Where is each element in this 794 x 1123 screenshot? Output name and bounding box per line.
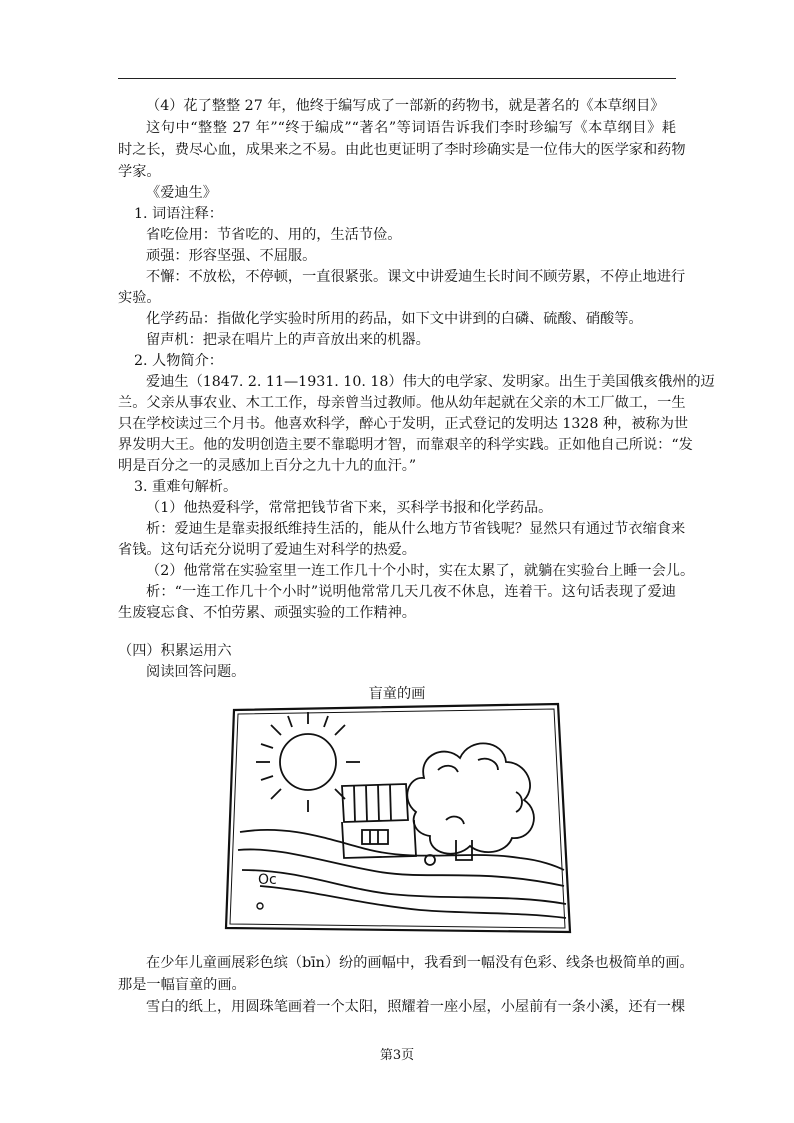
text-line: 化学药品：指做化学实验时所用的药品，如下文中讲到的白磷、硫酸、硝酸等。 xyxy=(146,311,643,327)
pebble xyxy=(257,903,263,909)
text-line: 界发明大王。他的发明创造主要不靠聪明才智，而靠艰辛的科学实践。正如他自己所说：“发 xyxy=(118,437,693,453)
text-line: 时之长，费尽心血，成果来之不易。由此也更证明了李时珍确实是一位伟大的医学家和药物 xyxy=(118,142,686,158)
section-heading: （四）积累运用六 xyxy=(118,643,232,659)
text-line: 学家。 xyxy=(118,164,161,180)
text-line: 那是一幅盲童的画。 xyxy=(118,977,246,993)
tree xyxy=(407,743,534,865)
page-number: 第3页 xyxy=(379,1048,415,1063)
text-line: 爱迪生（1847. 2. 11—1931. 10. 18）伟大的电学家、发明家。出生于美国俄亥俄州的迈 xyxy=(146,374,715,390)
list-heading: 1. 词语注释： xyxy=(134,206,223,222)
sun xyxy=(256,712,360,812)
text-line: 只在学校读过三个月书。他喜欢科学，醉心于发明，正式登记的发明达 1328 种，被称为世 xyxy=(118,416,689,432)
text-line: （4）花了整整 27 年，他终于编写成了一部新的药物书，就是著名的《本草纲目》 xyxy=(146,98,665,114)
article-title: 盲童的画 xyxy=(368,686,426,702)
house xyxy=(342,784,416,858)
text-line: 这句中“整整 27 年”“终于编成”“著名”等词语告诉我们李时珍编写《本草纲目》耗 xyxy=(146,120,676,136)
text-line: 雪白的纸上，用圆珠笔画着一个太阳，照耀着一座小屋，小屋前有一条小溪，还有一棵 xyxy=(146,999,686,1015)
text-line: 在少年儿童画展彩色缤（bīn）纷的画幅中，我看到一幅没有色彩、线条也极简单的画。 xyxy=(146,955,694,971)
text-line: 不懈：不放松，不停顿，一直很紧张。课文中讲爱迪生长时间不顾劳累，不停止地进行 xyxy=(146,269,686,285)
text-line: 析：爱迪生是靠卖报纸维持生活的，能从什么地方节省钱呢？显然只有通过节衣缩食来 xyxy=(146,521,686,537)
paper-frame xyxy=(226,704,570,932)
stream xyxy=(238,830,566,918)
text-line: 顽强：形容坚强、不屈服。 xyxy=(146,248,317,264)
text-line: 省钱。这句话充分说明了爱迪生对科学的热爱。 xyxy=(118,542,416,558)
text-line: （1）他热爱科学，常常把钱节省下来，买科学书报和化学药品。 xyxy=(146,500,553,516)
section-title: 《爱迪生》 xyxy=(146,185,217,201)
header-rule xyxy=(118,78,676,79)
list-heading: 3. 重难句解析。 xyxy=(134,479,238,495)
blind-child-drawing xyxy=(220,700,580,940)
text-line: 实验。 xyxy=(118,290,161,306)
text-line: 析：“一连工作几十个小时”说明他常常几天几夜不休息，连着干。这句话表现了爱迪 xyxy=(146,584,676,600)
text-line: 留声机：把录在唱片上的声音放出来的机器。 xyxy=(146,332,430,348)
drawing-caption: Oc xyxy=(258,872,277,888)
text-line: 兰。父亲从事农业、木工工作，母亲曾当过教师。他从幼年起就在父亲的木工厂做工，一生 xyxy=(118,395,686,411)
list-heading: 2. 人物简介： xyxy=(134,353,223,369)
text-line: 省吃俭用：节省吃的、用的，生活节俭。 xyxy=(146,227,402,243)
text-line: 生废寝忘食、不怕劳累、顽强实验的工作精神。 xyxy=(118,605,416,621)
text-line: 阅读回答问题。 xyxy=(146,664,246,680)
text-line: （2）他常常在实验室里一连工作几十个小时，实在太累了，就躺在实验台上睡一会儿。 xyxy=(146,563,695,579)
text-line: 明是百分之一的灵感加上百分之九十九的血汗。” xyxy=(118,458,417,474)
